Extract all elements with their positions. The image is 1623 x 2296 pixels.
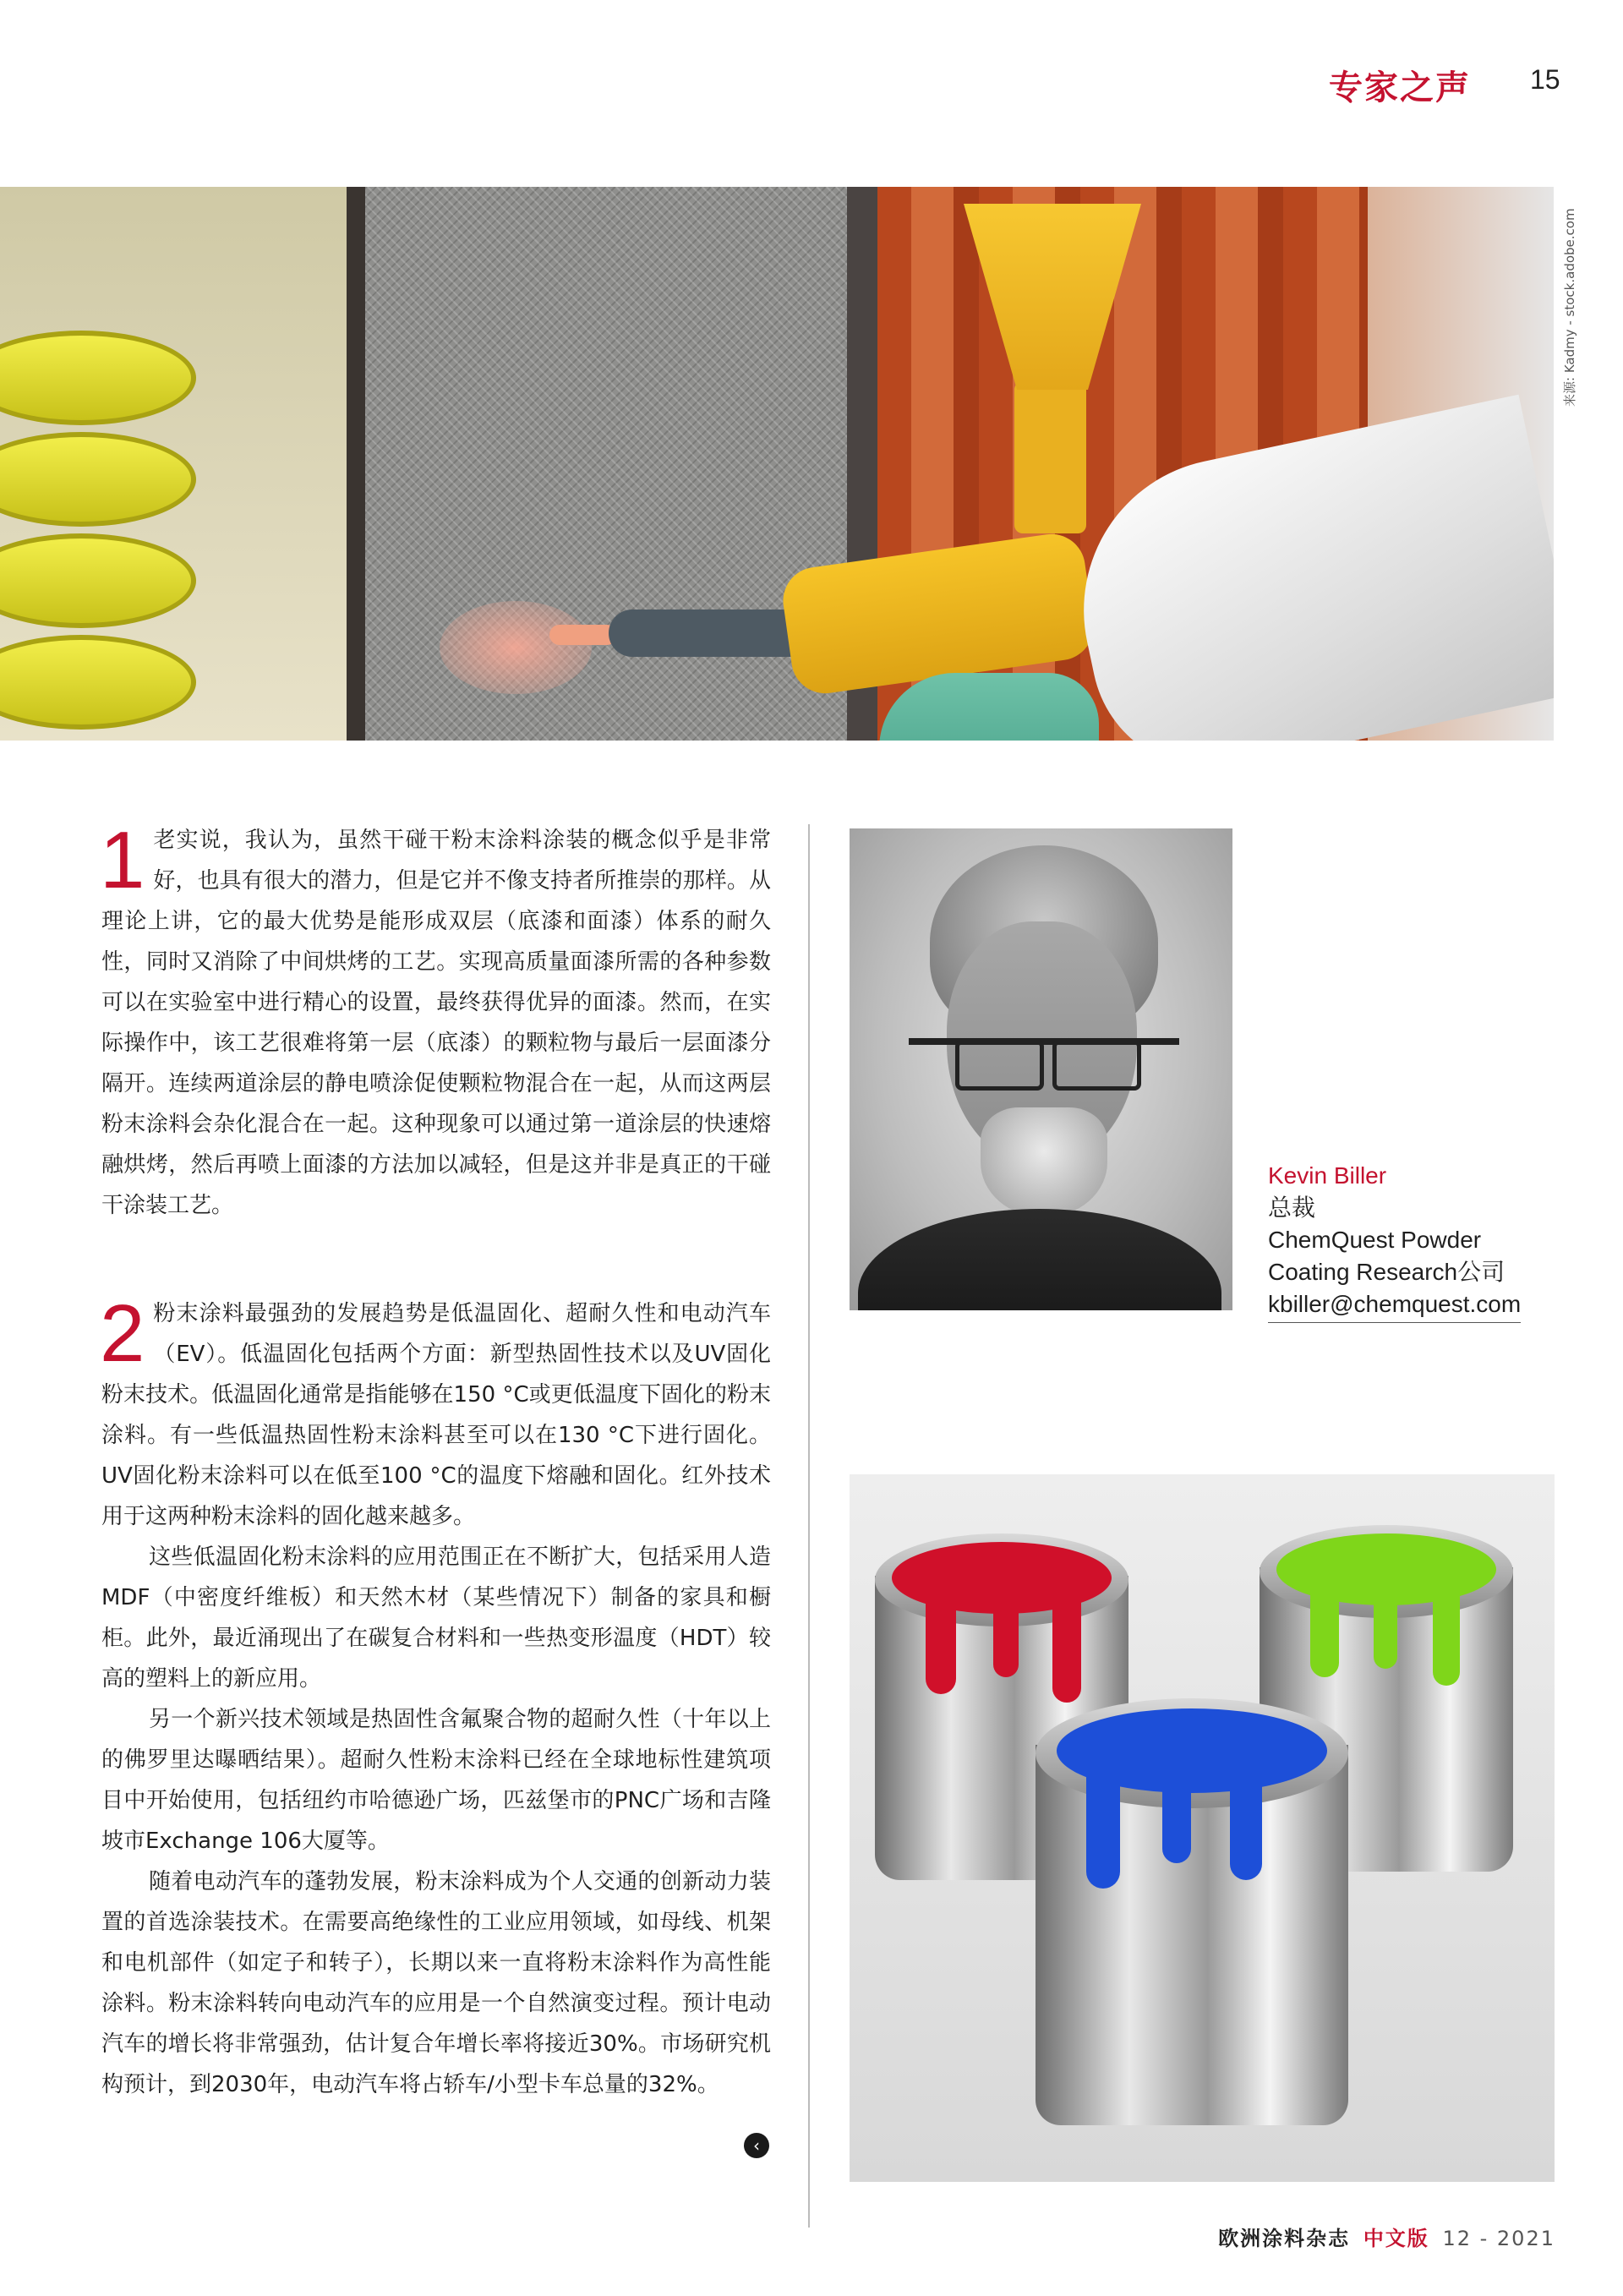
paint-cans-illustration — [850, 1474, 1555, 2182]
paragraph: 随着电动汽车的蓬勃发展，粉末涂料成为个人交通的创新动力装置的首选涂装技术。在需要高绝缘性的工业应用领域，如母线、机架和电机部件（如定子和转子），长期以来一直将粉末涂料作为高性能涂料。粉末涂料转向电动汽车的应用是一个自然演变过程。预计电动汽车的增长将非常强劲，估计复合年增长率将接近30%。市场研究机构预计，到2030年，电动汽车将占轿车/小型卡车总量的32%。 — [101, 1869, 771, 2097]
author-portrait — [850, 828, 1232, 1310]
paragraph: 另一个新兴技术领域是热固性含氟聚合物的超耐久性（十年以上的佛罗里达曝晒结果）。超耐久性粉末涂料已经在全球地标性建筑项目中开始使用，包括纽约市哈德逊广场，匹兹堡市的PNC广场和吉隆坡市Exchange 106大厦等。 — [101, 1707, 771, 1854]
article-body-2 — [100, 1288, 771, 2105]
hero-photo-spray-gun — [0, 187, 1554, 741]
section-number-1: 1 — [100, 815, 145, 905]
section-1-text: 老实说，我认为，虽然干碰干粉末涂料涂装的概念似乎是非常好，也具有很大的潜力，但是它并不像支持者所推崇的那样。从理论上讲，它的最大优势是能形成双层（底漆和面漆）体系的耐久性，同时又消除了中间烘烤的工艺。实现高质量面漆所需的各种参数可以在实验室中进行精心的设置，最终获得优异的面漆。然而，在实际操作中，该工艺很难将第一层（底漆）的颗粒物与最后一层面漆分隔开。连续两道涂层的静电喷涂促使颗粒物混合在一起，从而这两层粉末涂料会杂化混合在一起。这种现象可以通过第一道涂层的快速熔融烘烤，然后再喷上面漆的方法加以减轻，但是这并非是真正的干碰干涂装工艺。 — [101, 828, 771, 1218]
section-2 — [100, 1288, 771, 1537]
section-number-2: 2 — [100, 1288, 145, 1379]
column-divider — [808, 824, 810, 2228]
photo-credit: 来源: Kadmy - stock.adobe.com — [1562, 208, 1577, 407]
author-email-link[interactable]: kbiller@chemquest.com — [1268, 1288, 1521, 1323]
section-1 — [100, 815, 771, 1226]
author-company: ChemQuest Powder Coating Research公司 — [1268, 1227, 1506, 1285]
article-body — [100, 815, 771, 1226]
back-arrow-icon[interactable]: ‹ — [744, 2133, 769, 2158]
section-title: 专家之声 — [1329, 68, 1471, 107]
author-name: Kevin Biller — [1268, 1162, 1387, 1189]
footer-issue: 12 - 2021 — [1442, 2227, 1555, 2250]
author-role: 总裁 — [1268, 1194, 1316, 1221]
section-2-text: 粉末涂料最强劲的发展趋势是低温固化、超耐久性和电动汽车（EV）。低温固化包括两个方面：新型热固性技术以及UV固化粉末技术。低温固化通常是指能够在150 °C或更低温度下固化的粉末涂料。有一些低温热固性粉末涂料甚至可以在130 °C下进行固化。UV固化粉末涂料可以在低至100 °C的温度下熔融和固化。红外技术用于这两种粉末涂料的固化越来越多。 — [101, 1301, 771, 1529]
page-number: 15 — [1530, 64, 1560, 95]
footer-magazine: 欧洲涂料杂志 — [1218, 2227, 1351, 2250]
author-card — [1268, 1160, 1555, 1323]
paragraph: 这些低温固化粉末涂料的应用范围正在不断扩大，包括采用人造MDF（中密度纤维板）和天然木材（某些情况下）制备的家具和橱柜。此外，最近涌现出了在碳复合材料和一些热变形温度（HDT）较高的塑料上的新应用。 — [101, 1544, 771, 1692]
footer-edition: 中文版 — [1363, 2227, 1429, 2250]
footer — [1218, 2222, 1555, 2251]
